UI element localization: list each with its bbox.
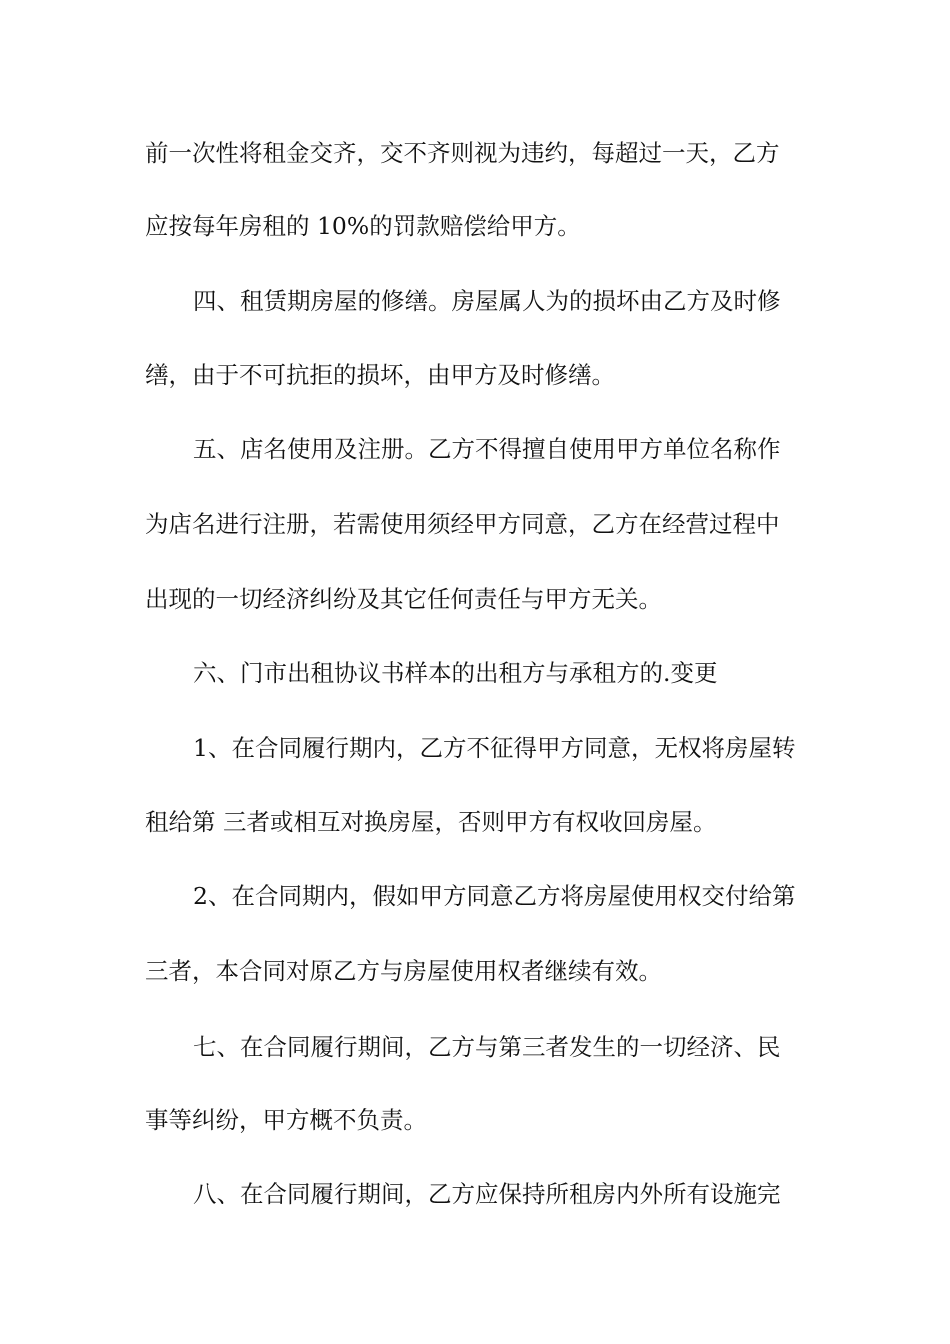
text-line-2: 应按每年房租的 10%的罚款赔偿给甲方。 [145, 212, 581, 240]
text-line-6: 为店名进行注册，若需使用须经甲方同意，乙方在经营过程中 [145, 510, 780, 538]
text-line-12: 三者，本合同对原乙方与房屋使用权者继续有效。 [145, 957, 662, 985]
paragraph-6-heading: 六、门市出租协议书样本的出租方与承租方的.变更 [193, 659, 718, 687]
text-line-7: 出现的一切经济纠纷及其它任何责任与甲方无关。 [145, 585, 662, 613]
clause-6-2-start: 2、在合同期内，假如甲方同意乙方将房屋使用权交付给第 [193, 882, 796, 910]
paragraph-8-start: 八、在合同履行期间，乙方应保持所租房内外所有设施完 [193, 1180, 781, 1208]
text-line-14: 事等纠纷，甲方概不负责。 [145, 1106, 427, 1134]
clause-6-1-start: 1、在合同履行期内，乙方不征得甲方同意，无权将房屋转 [193, 734, 796, 762]
text-line-10: 租给第 三者或相互对换房屋，否则甲方有权收回房屋。 [145, 808, 717, 836]
text-line-4: 缮，由于不可抗拒的损坏，由甲方及时修缮。 [145, 361, 615, 389]
paragraph-4-start: 四、租赁期房屋的修缮。房屋属人为的损坏由乙方及时修 [193, 287, 781, 315]
paragraph-5-start: 五、店名使用及注册。乙方不得擅自使用甲方单位名称作 [193, 435, 781, 463]
text-line-1: 前一次性将租金交齐，交不齐则视为违约，每超过一天，乙方 [145, 139, 780, 167]
paragraph-7-start: 七、在合同履行期间，乙方与第三者发生的一切经济、民 [193, 1033, 781, 1061]
